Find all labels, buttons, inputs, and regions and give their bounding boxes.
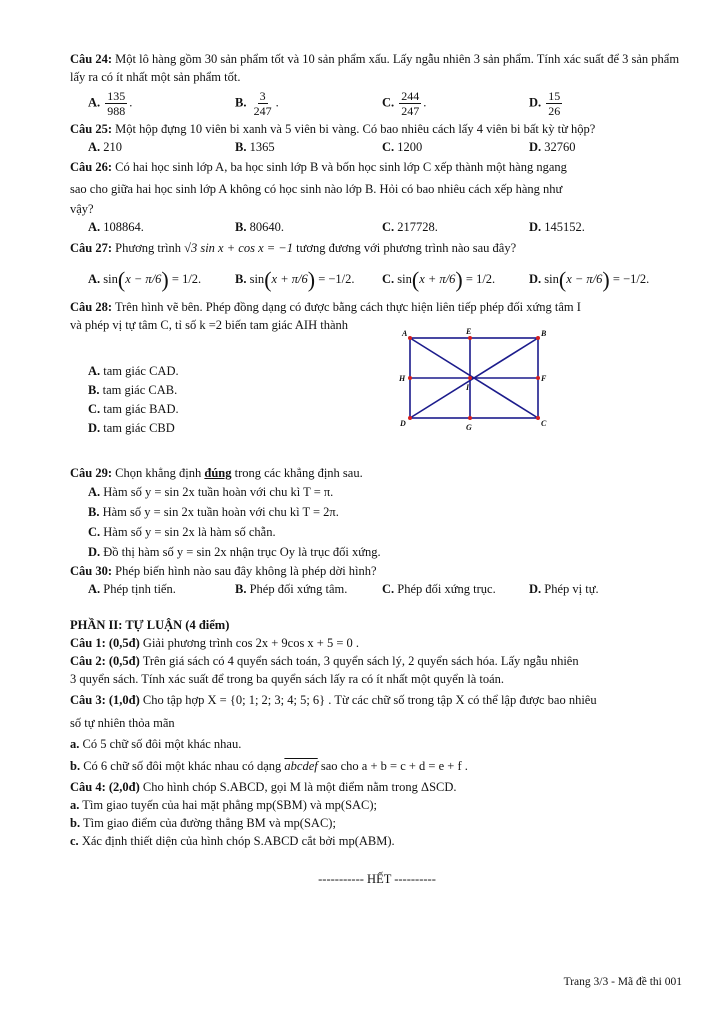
q30-option-d: D. Phép vị tự. — [529, 582, 599, 596]
q28-rectangle-figure — [398, 326, 548, 438]
q24-text: Câu 24: Một lô hàng gồm 30 sản phẩm tốt và 10 sản phẩm xấu. Lấy ngẫu nhiên 3 sản phẩm. Tính xác suất để 3 sản phẩm lấy ra có ít nhất một sản phẩm tốt. — [70, 52, 680, 84]
q30-options — [70, 580, 684, 598]
q30-option-a: A. Phép tịnh tiến. — [88, 582, 176, 596]
figure-point-f — [536, 376, 540, 380]
figure-label-g: G — [466, 423, 472, 432]
q25-option-c: C. 1200 — [382, 140, 423, 154]
figure-label-a: A — [402, 329, 408, 338]
q26-option-a: A. 108864. — [88, 220, 144, 234]
figure-point-i — [468, 376, 472, 380]
page-footer: Trang 3/3 - Mã đề thi 001 — [563, 976, 682, 988]
figure-label-f: F — [541, 374, 547, 383]
figure-label-i: I — [466, 383, 470, 392]
figure-label-e: E — [466, 327, 472, 336]
essay-4: Câu 4: (2,0đ) Cho hình chóp S.ABCD, gọi M là một điểm nằm trong ΔSCD. — [70, 780, 457, 794]
q28-block — [70, 327, 684, 464]
q28-option-d: D. tam giác CBD — [88, 421, 175, 435]
figure-label-b: B — [541, 329, 547, 338]
q29-text: Câu 29: Chọn khẳng định đúng trong các khẳng định sau. — [70, 466, 363, 480]
q28-text-2: và phép vị tự tâm C, tỉ số k =2 biến tam giác AIH thành — [70, 318, 349, 332]
exam-page — [70, 50, 684, 888]
q29-option-c: C. Hàm số y = sin 2x là hàm số chẵn. — [88, 525, 276, 539]
q29-option-a: A. Hàm số y = sin 2x tuần hoàn với chu kì T = π. — [88, 485, 334, 499]
q26-option-b: B. 80640. — [235, 220, 284, 234]
q27-text: Câu 27: Phương trình √3 sin x + cos x = −1 tương đương với phương trình nào sau đây? — [70, 241, 517, 255]
q28-option-c: C. tam giác BAD. — [88, 402, 179, 416]
essay-4b: b. Tìm giao điểm của đường thẳng BM và mp(SAC); — [70, 816, 336, 830]
q27-option-d: D. sin(x − π/6) = −1/2. — [529, 267, 650, 293]
essay-2: Câu 2: (0,5đ) Trên giá sách có 4 quyển sách toán, 3 quyển sách lý, 2 quyển sách hóa. Lấy ngẫu nhiên — [70, 654, 579, 668]
q26-option-d: D. 145152. — [529, 220, 585, 234]
q30-option-c: C. Phép đối xứng trục. — [382, 582, 496, 596]
part-two — [70, 616, 684, 850]
end-marker: ----------- HẾT ---------- — [318, 872, 436, 886]
q25-options — [70, 138, 684, 156]
figure-label-h: H — [399, 374, 406, 383]
q25-option-b: B. 1365 — [235, 140, 275, 154]
q24-option-b: B. $\frac{3}{247}$ . — [235, 88, 279, 118]
q24-option-d: D. $\frac{15}{26}$ — [529, 88, 561, 118]
essay-2-line-2: 3 quyển sách. Tính xác suất để trong ba quyển sách lấy ra có ít nhất một quyển là toán. — [70, 672, 505, 686]
figure-label-d: D — [400, 419, 406, 428]
essay-3-line-2: số tự nhiên thỏa mãn — [70, 716, 175, 730]
q24-options — [70, 86, 684, 120]
essay-3b: b. Có 6 chữ số đôi một khác nhau có dạng abcdef sao cho a + b = c + d = e + f . — [70, 759, 468, 773]
figure-point-h — [408, 376, 412, 380]
q26-option-c: C. 217728. — [382, 220, 438, 234]
q26-options — [70, 218, 684, 236]
q27-options — [70, 260, 684, 298]
q28-text: Câu 28: Trên hình vẽ bên. Phép đồng dạng có được bằng cách thực hiện liên tiếp phép đối xứng tâm I — [70, 300, 581, 314]
q30-option-b: B. Phép đối xứng tâm. — [235, 582, 348, 596]
q30-text: Câu 30: Phép biến hình nào sau đây không là phép dời hình? — [70, 564, 377, 578]
essay-4a: a. Tìm giao tuyến của hai mặt phẳng mp(SBM) và mp(SAC); — [70, 798, 378, 812]
q26-text-2: sao cho giữa hai học sinh lớp A không có học sinh nào lớp B. Hỏi có bao nhiêu cách xếp hàng như — [70, 182, 563, 196]
q25-option-d: D. 32760 — [529, 140, 576, 154]
figure-point-c — [536, 416, 540, 420]
q29-option-d: D. Đồ thị hàm số y = sin 2x nhận trục Oy là trục đối xứng. — [88, 545, 381, 559]
figure-label-c: C — [541, 419, 547, 428]
figure-point-a — [408, 336, 412, 340]
q26-text-3: vậy? — [70, 202, 94, 216]
q26-text: Câu 26: Có hai học sinh lớp A, ba học sinh lớp B và bốn học sinh lớp C xếp thành một hàng ngang — [70, 160, 567, 174]
part-two-title: PHẦN II: TỰ LUẬN (4 điểm) — [70, 618, 230, 632]
q29-options — [70, 482, 684, 562]
figure-point-e — [468, 336, 472, 340]
q28-options — [88, 362, 179, 438]
q27-option-c: C. sin(x + π/6) = 1/2. — [382, 267, 496, 293]
q28-option-a: A. tam giác CAD. — [88, 364, 179, 378]
q27-option-a: A. sin(x − π/6) = 1/2. — [88, 267, 202, 293]
q29-option-b: B. Hàm số y = sin 2x tuần hoàn với chu kì T = 2π. — [88, 505, 339, 519]
essay-3: Câu 3: (1,0đ) Cho tập hợp X = {0; 1; 2; 3; 4; 5; 6} . Từ các chữ số trong tập X có thể lập được bao nhiêu — [70, 693, 597, 707]
q25-text: Câu 25: Một hộp đựng 10 viên bi xanh và 5 viên bi vàng. Có bao nhiêu cách lấy 4 viên bi bất kỳ từ hộp? — [70, 122, 596, 136]
essay-3a: a. Có 5 chữ số đôi một khác nhau. — [70, 737, 242, 751]
figure-point-g — [468, 416, 472, 420]
q28-option-b: B. tam giác CAB. — [88, 383, 178, 397]
q24-option-c: C. $\frac{244}{247}$ . — [382, 88, 427, 118]
essay-1: Câu 1: (0,5đ) Giải phương trình cos 2x + 9cos x + 5 = 0 . — [70, 636, 360, 650]
q25-option-a: A. 210 — [88, 140, 123, 154]
q24-option-a: A. $\frac{135}{988}$ . — [88, 88, 133, 118]
essay-4c: c. Xác định thiết diện của hình chóp S.ABCD cắt bởi mp(ABM). — [70, 834, 395, 848]
figure-point-b — [536, 336, 540, 340]
q27-option-b: B. sin(x + π/6) = −1/2. — [235, 267, 355, 293]
figure-point-d — [408, 416, 412, 420]
